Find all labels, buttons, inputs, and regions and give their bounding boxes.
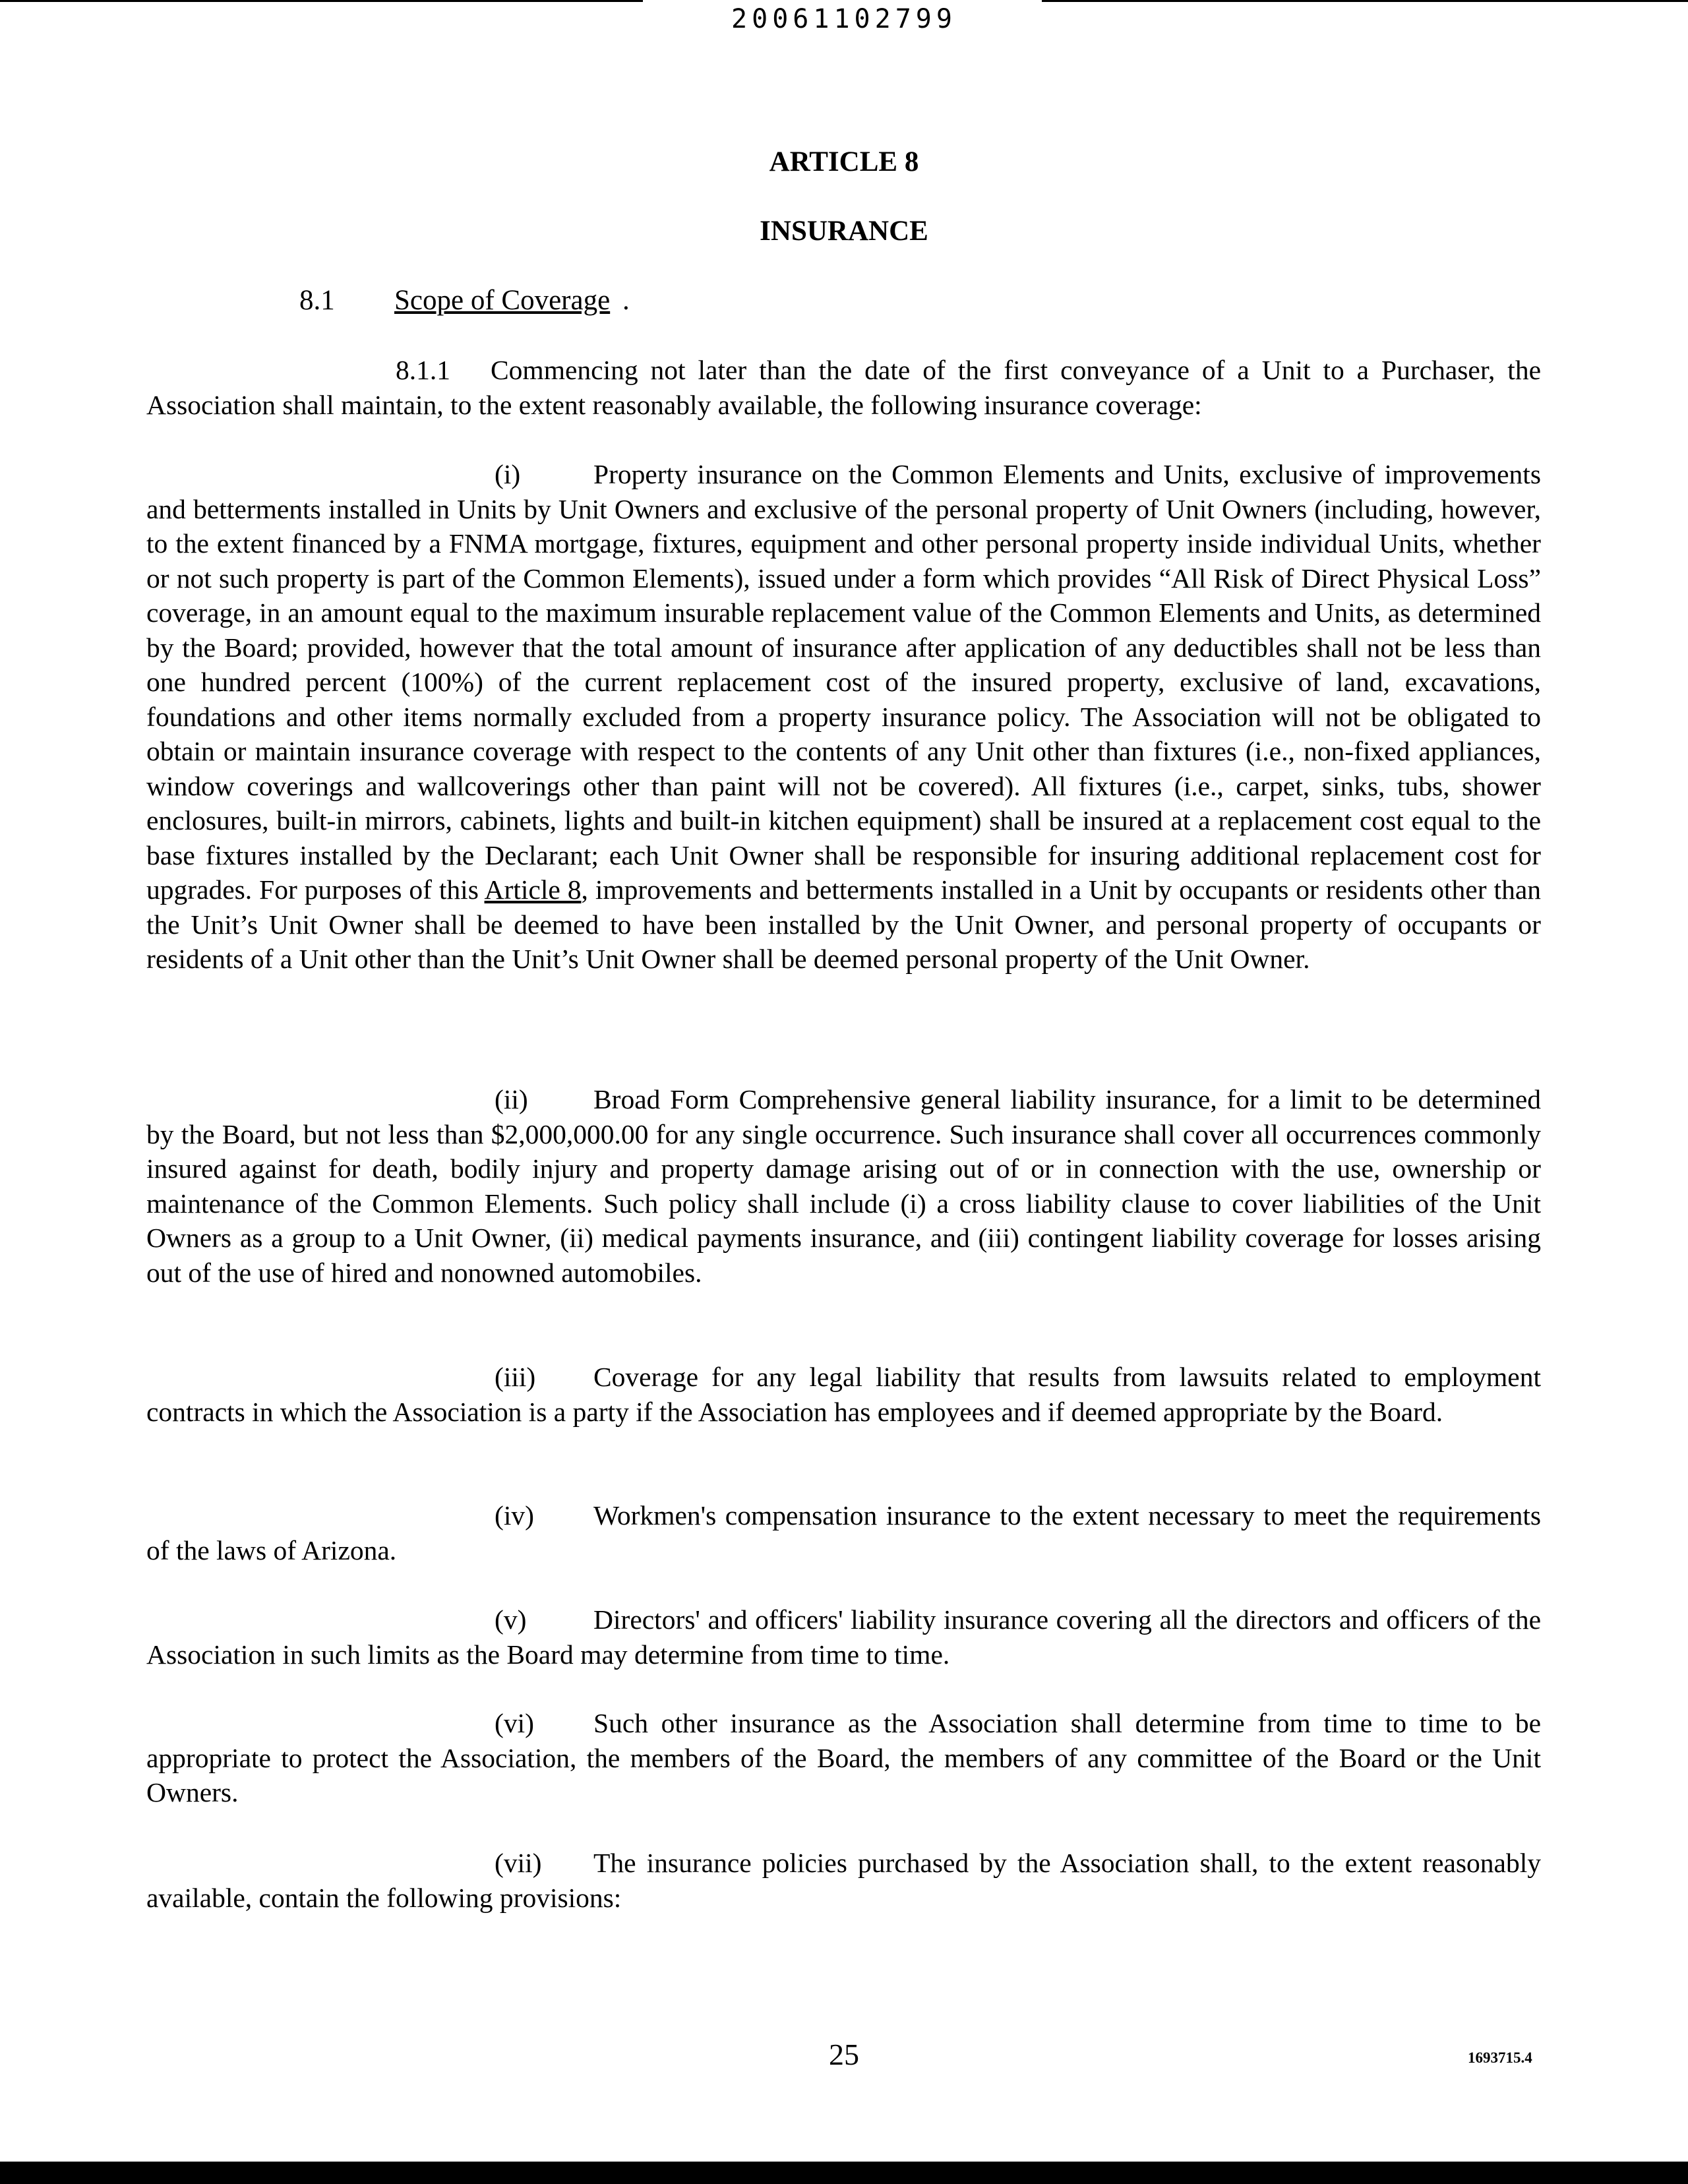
paragraph-text: Coverage for any legal liability that results from lawsuits related to employment contracts in which the Association is a party if the Association has employees and if deemed appropriate by the Board. <box>146 1362 1541 1427</box>
bottom-border <box>0 2162 1688 2184</box>
paragraph-text: Such other insurance as the Association shall determine from time to time to be appropriate to protect the Association, the members of the Board, the members of any committee of the Board or the Unit Owners. <box>146 1708 1541 1807</box>
article-8-link[interactable]: Article 8 <box>484 874 582 905</box>
section-title <box>394 284 610 318</box>
paragraph-text: Commencing not later than the date of the first conveyance of a Unit to a Purchaser, the Association shall maintain, to the extent reasonably available, the following insurance coverage: <box>146 355 1541 420</box>
paragraph-8-1-1 <box>146 353 1541 422</box>
page-number: 25 <box>829 2038 859 2071</box>
paragraph-text: Property insurance on the Common Elements and Units, exclusive of improvements and betterments installed in Units by Unit Owners and exclusive of the personal property of Unit Owners (including, however, to the extent financed by a FNMA mortgage, fixtures, equipment and other personal property inside individual Units, whether or not such property is part of the Common Elements), issued under a form which provides “All Risk of Direct Physical Loss” coverage, in an amount equal to the maximum insurable replacement value of the Common Elements and Units, as determined by the Board; provided, however that the total amount of insurance after application of any deductibles shall not be less than one hundred percent (100%) of the current replacement cost of the insured property, exclusive of land, excavations, foundations and other items normally excluded from a property insurance policy. The Association will not be obligated to obtain or maintain insurance coverage with respect to the contents of any Unit other than fixtures (i.e., non-fixed appliances, window coverings and wallcoverings other than paint will not be covered). All fixtures (i.e., carpet, sinks, tubs, shower enclosures, built-in mirrors, cabinets, lights and built-in kitchen equipment) shall be insured at a replacement cost equal to the base fixtures installed by the Declarant; each Unit Owner shall be responsible for insuring additional replacement cost for upgrades. For purposes of this <box>146 459 1541 905</box>
paragraph-v <box>146 1602 1541 1672</box>
recording-number: 20061102799 <box>731 4 957 34</box>
paragraph-text: Directors' and officers' liability insurance covering all the directors and officers of the Association in such limits as the Board may determine from time to time. <box>146 1604 1541 1670</box>
paragraph-ii <box>146 1082 1541 1290</box>
paragraph-text: Workmen's compensation insurance to the extent necessary to meet the requirements of the laws of Arizona. <box>146 1500 1541 1565</box>
paragraph-text: The insurance policies purchased by the Association shall, to the extent reasonably available, contain the following provisions: <box>146 1848 1541 1913</box>
paragraph-iii <box>146 1360 1541 1429</box>
paragraph-text: Broad Form Comprehensive general liability insurance, for a limit to be determined by the Board, but not less than $2,000,000.00 for any single occurrence. Such insurance shall cover all occurrences commonly insured against for death, bodily injury and property damage arising out of or in connection with the use, ownership or maintenance of the Common Elements. Such policy shall include (i) a cross liability clause to cover liabilities of the Unit Owners as a group to a Unit Owner, (ii) medical payments insurance, and (iii) contingent liability coverage for losses arising out of the use of hired and nonowned automobiles. <box>146 1084 1541 1288</box>
paragraph-iv <box>146 1498 1541 1567</box>
paragraph-vi <box>146 1706 1541 1810</box>
section-title-text: Scope of Coverage <box>394 285 611 316</box>
paragraph-vii <box>146 1846 1541 1915</box>
paragraph-number: (ii) <box>495 1084 528 1114</box>
article-subtitle: INSURANCE <box>760 216 928 247</box>
section-number: 8.1 <box>299 285 335 316</box>
paragraph-number: (vi) <box>495 1708 534 1738</box>
paragraph-number: (v) <box>495 1604 527 1635</box>
paragraph-number: 8.1.1 <box>396 355 450 385</box>
paragraph-i <box>146 457 1541 977</box>
paragraph-number: (vii) <box>495 1848 542 1878</box>
paragraph-number: (iv) <box>495 1500 534 1531</box>
paragraph-text-continued: , improvements and betterments installed in a Unit by occupants or residents other than the Unit’s Unit Owner shall be deemed to have been installed by the Unit Owner, and personal property of occupants or residents of a Unit other than the Unit’s Unit Owner shall be deemed personal property of the Unit Owner. <box>146 874 1541 974</box>
section-title-period: . <box>622 285 630 316</box>
paragraph-number: (i) <box>495 459 521 489</box>
article-title: ARTICLE 8 <box>769 146 919 177</box>
document-id: 1693715.4 <box>1468 2049 1532 2066</box>
paragraph-number: (iii) <box>495 1362 536 1392</box>
